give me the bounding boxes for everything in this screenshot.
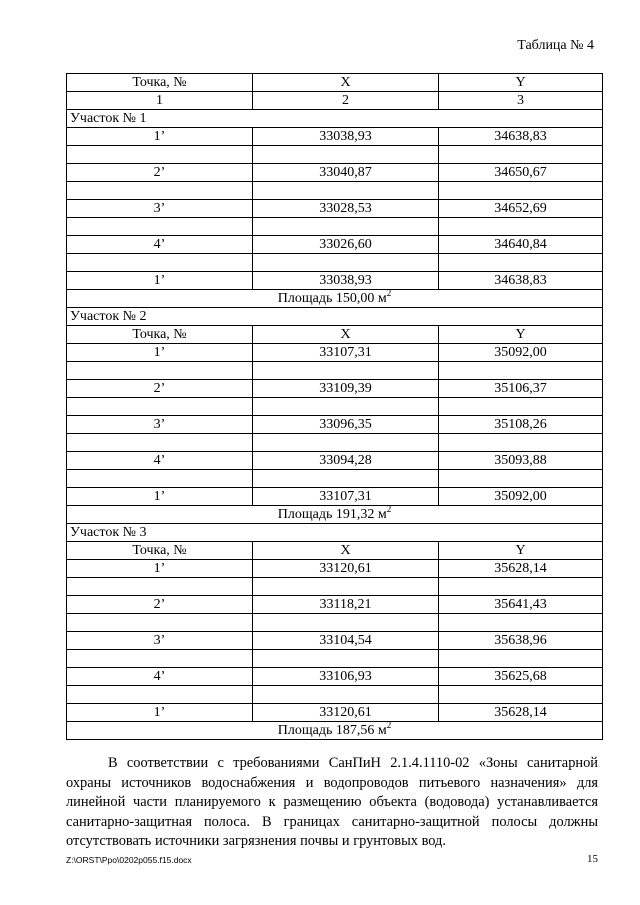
y-value: 35106,37 [439,380,603,398]
area-unit-exponent: 2 [386,505,392,514]
spacer-row [67,254,603,272]
column-header: Y [439,74,603,92]
empty-cell [253,650,439,668]
point: 4’ [67,452,253,470]
x-value: 33094,28 [253,452,439,470]
y-value: 35092,00 [439,344,603,362]
empty-cell [67,398,253,416]
area-total [67,506,603,524]
table-row [67,488,603,506]
column-header: X [253,74,439,92]
empty-cell [253,254,439,272]
column-number: 3 [439,92,603,110]
spacer-row [67,686,603,704]
y-value: 34640,84 [439,236,603,254]
y-value: 35108,26 [439,416,603,434]
empty-cell [253,578,439,596]
x-value: 33038,93 [253,272,439,290]
body-paragraph: В соответствии с требованиями СанПиН 2.1.4.1110-02 «Зоны санитарной охраны источников водоснабжения и водопроводов питьевого назначения» для линейной части планируемого к размещению объекта (водовода) устанавливается санитарно-защитная полоса. В границах санитарно-защитной полосы должны отсутствовать источники загрязнения почвы и грунтовых вод. [66,755,598,849]
empty-cell [67,686,253,704]
table-row [67,344,603,362]
empty-cell [439,434,603,452]
spacer-row [67,398,603,416]
x-value: 33026,60 [253,236,439,254]
y-value: 35093,88 [439,452,603,470]
area-label: Площадь 150,00 м [277,290,387,306]
x-value: 33107,31 [253,488,439,506]
point: 4’ [67,668,253,686]
empty-cell [253,686,439,704]
empty-cell [439,218,603,236]
spacer-row [67,182,603,200]
y-value: 35638,96 [439,632,603,650]
empty-cell [253,146,439,164]
empty-cell [67,362,253,380]
x-value: 33040,87 [253,164,439,182]
y-value: 35625,68 [439,668,603,686]
table-row [67,164,603,182]
spacer-row [67,470,603,488]
empty-cell [439,578,603,596]
table-row [67,272,603,290]
empty-cell [253,398,439,416]
empty-cell [439,650,603,668]
table-row [67,236,603,254]
x-value: 33028,53 [253,200,439,218]
table-row [67,668,603,686]
table-row [67,632,603,650]
point: 3’ [67,200,253,218]
empty-cell [253,614,439,632]
y-value: 35092,00 [439,488,603,506]
empty-cell [67,578,253,596]
x-value: 33109,39 [253,380,439,398]
table-row [67,560,603,578]
y-value: 34652,69 [439,200,603,218]
point: 3’ [67,632,253,650]
section-title: Участок № 1 [67,110,603,128]
section-subheader-row [67,326,603,344]
section-title: Участок № 2 [67,308,603,326]
section-subheader-row [67,542,603,560]
area-unit-exponent: 2 [386,721,392,730]
empty-cell [439,614,603,632]
area-row [67,290,603,308]
column-header: Y [439,542,603,560]
x-value: 33104,54 [253,632,439,650]
x-value: 33118,21 [253,596,439,614]
point: 4’ [67,236,253,254]
area-unit-exponent: 2 [386,289,392,298]
section-title-row [67,524,603,542]
area-row [67,722,603,740]
section-title-row [67,308,603,326]
x-value: 33120,61 [253,560,439,578]
point: 1’ [67,344,253,362]
empty-cell [67,434,253,452]
empty-cell [439,182,603,200]
empty-cell [253,182,439,200]
empty-cell [439,146,603,164]
empty-cell [439,686,603,704]
empty-cell [67,470,253,488]
y-value: 35641,43 [439,596,603,614]
table-row [67,596,603,614]
column-header: Точка, № [67,74,253,92]
empty-cell [439,470,603,488]
column-header: Y [439,326,603,344]
spacer-row [67,578,603,596]
area-label: Площадь 191,32 м [277,506,387,522]
column-header: Точка, № [67,326,253,344]
column-number: 2 [253,92,439,110]
spacer-row [67,614,603,632]
empty-cell [67,218,253,236]
area-row [67,506,603,524]
spacer-row [67,218,603,236]
x-value: 33038,93 [253,128,439,146]
footer-page-number: 15 [587,853,598,865]
point: 1’ [67,128,253,146]
empty-cell [253,218,439,236]
empty-cell [67,254,253,272]
point: 2’ [67,164,253,182]
point: 1’ [67,560,253,578]
column-header: X [253,542,439,560]
empty-cell [439,362,603,380]
area-total [67,722,603,740]
point: 2’ [67,596,253,614]
point: 1’ [67,704,253,722]
table-row [67,704,603,722]
header-row [67,74,603,92]
table-caption: Таблица № 4 [517,38,594,53]
table-row [67,128,603,146]
column-header: Точка, № [67,542,253,560]
point: 3’ [67,416,253,434]
spacer-row [67,650,603,668]
column-number: 1 [67,92,253,110]
spacer-row [67,362,603,380]
y-value: 35628,14 [439,704,603,722]
point: 1’ [67,488,253,506]
table-row [67,452,603,470]
numbering-row [67,92,603,110]
empty-cell [253,362,439,380]
spacer-row [67,434,603,452]
empty-cell [253,434,439,452]
y-value: 34650,67 [439,164,603,182]
y-value: 34638,83 [439,128,603,146]
y-value: 35628,14 [439,560,603,578]
table-row [67,200,603,218]
spacer-row [67,146,603,164]
section-title-row [67,110,603,128]
point: 2’ [67,380,253,398]
area-total [67,290,603,308]
empty-cell [253,470,439,488]
empty-cell [439,254,603,272]
point: 1’ [67,272,253,290]
x-value: 33096,35 [253,416,439,434]
empty-cell [67,614,253,632]
empty-cell [67,650,253,668]
column-header: X [253,326,439,344]
empty-cell [67,182,253,200]
table-row [67,416,603,434]
footer-file-path: Z:\ORST\Ppo\0202p055.f15.docx [66,855,192,865]
table-row [67,380,603,398]
empty-cell [67,146,253,164]
x-value: 33107,31 [253,344,439,362]
area-label: Площадь 187,56 м [277,722,387,738]
coordinates-table [66,73,603,740]
x-value: 33106,93 [253,668,439,686]
x-value: 33120,61 [253,704,439,722]
section-title: Участок № 3 [67,524,603,542]
y-value: 34638,83 [439,272,603,290]
empty-cell [439,398,603,416]
